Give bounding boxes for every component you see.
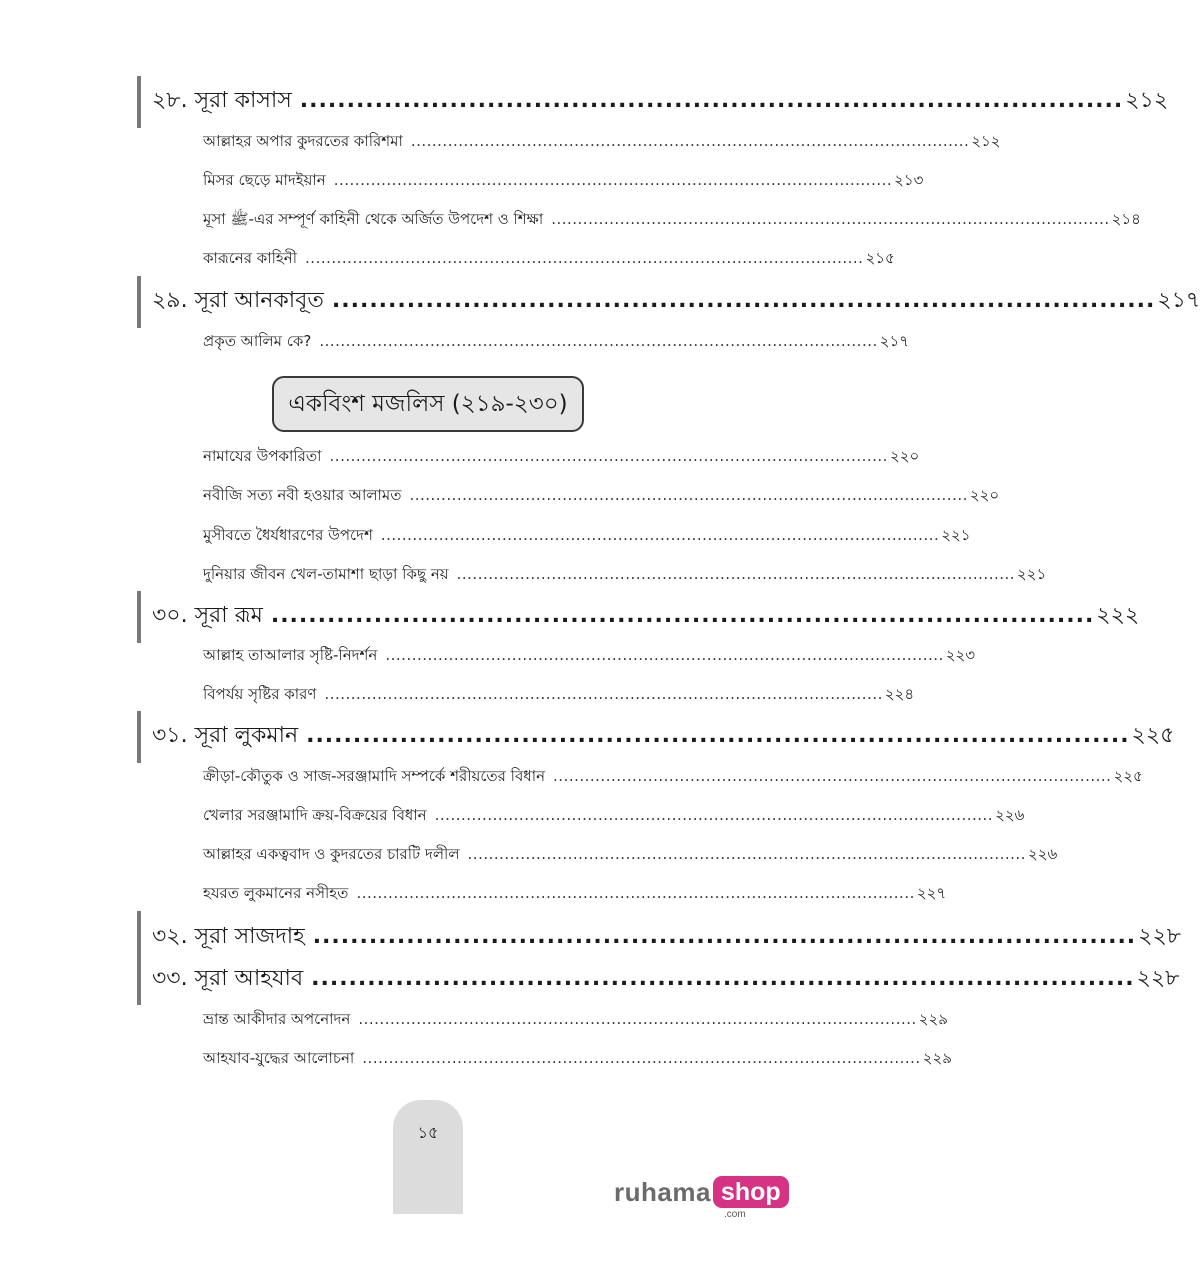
dot-leader: .......................................................................................................... (305, 249, 864, 267)
dot-leader: .......................................................................................................... (456, 565, 1016, 583)
entry-title: দুনিয়ার জীবন খেল-তামাশা ছাড়া কিছু নয় (203, 565, 449, 583)
toc-entry-sub[interactable] (203, 167, 924, 193)
dot-leader: .......................................................................................................... (333, 171, 893, 189)
brand-logo (614, 1176, 789, 1208)
entry-page: ২১৭ (879, 332, 909, 350)
dot-leader: ........................................................................................ (331, 288, 1156, 313)
toc-entry-main[interactable] (152, 920, 1182, 954)
section-bar (137, 76, 141, 128)
toc-entry-sub[interactable] (203, 245, 895, 271)
toc-entry-sub[interactable] (203, 1045, 952, 1071)
dot-leader: .......................................................................................................... (553, 767, 1112, 785)
entry-title: ২৯. সূরা আনকাবূত (152, 288, 324, 313)
entry-title: নবীজি সত্য নবী হওয়ার আলামত (203, 486, 402, 504)
entry-title: কারূনের কাহিনী (203, 249, 298, 267)
dot-leader: .......................................................................................................... (358, 1010, 917, 1028)
dot-leader: .......................................................................................................... (380, 526, 940, 544)
toc-entry-sub[interactable] (203, 763, 1143, 789)
brand-shop: shop (720, 1177, 781, 1206)
entry-title: ৩০. সূরা রূম (152, 603, 263, 628)
entry-page: ২২৯ (922, 1049, 952, 1067)
toc-entry-sub[interactable] (203, 128, 1001, 154)
dot-leader: ........................................................................................ (299, 88, 1124, 113)
dot-leader: .......................................................................................................... (319, 332, 878, 350)
toc-entry-main[interactable] (152, 284, 1200, 318)
dot-leader: ........................................................................................ (312, 924, 1137, 949)
section-heading-text: একবিংশ মজলিস (২১৯-২৩০) (288, 390, 568, 417)
entry-page: ২১২ (971, 132, 1001, 150)
entry-page: ২২১ (1017, 565, 1047, 583)
dot-leader: .......................................................................................................... (324, 685, 883, 703)
toc-entry-sub[interactable] (203, 802, 1025, 828)
entry-page: ২১২ (1125, 88, 1169, 113)
toc-entry-sub[interactable] (203, 841, 1058, 867)
entry-title: ৩১. সূরা লুকমান (152, 723, 299, 748)
entry-title: বিপর্যয় সৃষ্টির কারণ (203, 685, 317, 703)
dot-leader: .......................................................................................................... (385, 646, 944, 664)
toc-entry-sub[interactable] (203, 1006, 949, 1032)
dot-leader: ........................................................................................ (311, 966, 1135, 991)
entry-page: ২২১ (941, 526, 971, 544)
toc-entry-sub[interactable] (203, 522, 971, 548)
entry-title: আহযাব-যুদ্ধের আলোচনা (203, 1049, 355, 1067)
entry-page: ২২৪ (884, 685, 915, 703)
entry-page: ২২৬ (1027, 845, 1058, 863)
entry-page: ২২৫ (1131, 723, 1175, 748)
toc-entry-main[interactable] (152, 84, 1169, 118)
entry-title: ৩২. সূরা সাজদাহ (152, 924, 305, 949)
entry-page: ২২২ (1096, 603, 1140, 628)
entry-title: ভ্রান্ত আকীদার অপনোদন (203, 1010, 351, 1028)
entry-title: ২৮. সূরা কাসাস (152, 88, 292, 113)
toc-entry-sub[interactable] (203, 328, 909, 354)
toc-entry-main[interactable] (152, 599, 1140, 633)
entry-title: হযরত লুকমানের নসীহত (203, 884, 349, 902)
entry-title: মুসীবতে ধৈর্যধারণের উপদেশ (203, 526, 373, 544)
toc-entry-sub[interactable] (203, 206, 1141, 232)
entry-title: প্রকৃত আলিম কে? (203, 332, 312, 350)
entry-title: ৩৩. সূরা আহযাব (152, 966, 304, 991)
entry-title: মিসর ছেড়ে মাদইয়ান (203, 171, 326, 189)
dot-leader: ........................................................................................ (270, 603, 1095, 628)
entry-page: ২২৫ (1113, 767, 1143, 785)
entry-title: মূসা ﷺ-এর সম্পূর্ণ কাহিনী থেকে অর্জিত উপদেশ ও শিক্ষা (203, 210, 544, 228)
entry-title: নামাযের উপকারিতা (203, 447, 322, 465)
toc-entry-sub[interactable] (203, 681, 915, 707)
dot-leader: .......................................................................................................... (434, 806, 994, 824)
entry-page: ২২৮ (1138, 924, 1182, 949)
brand-domain: .com (724, 1209, 746, 1220)
section-bar (137, 276, 141, 328)
brand-name: ruhama (614, 1176, 711, 1207)
dot-leader: .......................................................................................................... (329, 447, 888, 465)
toc-entry-sub[interactable] (203, 561, 1047, 587)
toc-entry-main[interactable] (152, 719, 1175, 753)
section-bar (137, 711, 141, 763)
brand-shop-badge (713, 1176, 789, 1208)
toc-entry-sub[interactable] (203, 880, 947, 906)
entry-title: আল্লাহ তাআলার সৃষ্টি-নিদর্শন (203, 646, 378, 664)
section-bar (137, 591, 141, 643)
entry-page: ২২৯ (918, 1010, 949, 1028)
entry-title: আল্লাহর একত্ববাদ ও কুদরতের চারটি দলীল (203, 845, 460, 863)
entry-page: ২২০ (889, 447, 920, 465)
toc-entry-main[interactable] (152, 962, 1180, 996)
entry-page: ২১৩ (894, 171, 924, 189)
entry-page: ২২৩ (945, 646, 976, 664)
section-bar (137, 911, 141, 1005)
dot-leader: .......................................................................................................... (551, 210, 1110, 228)
entry-page: ২২৭ (916, 884, 947, 902)
dot-leader: .......................................................................................................... (410, 132, 970, 150)
entry-page: ২২৮ (1136, 966, 1180, 991)
toc-entry-sub[interactable] (203, 443, 920, 469)
entry-title: খেলার সরঞ্জামাদি ক্রয়-বিক্রয়ের বিধান (203, 806, 427, 824)
entry-page: ২২৬ (995, 806, 1025, 824)
toc-entry-sub[interactable] (203, 482, 1000, 508)
page-number-tab (393, 1100, 463, 1214)
entry-title: ক্রীড়া-কৌতুক ও সাজ-সরঞ্জামাদি সম্পর্কে শরীয়তের বিধান (203, 767, 546, 785)
dot-leader: .......................................................................................................... (409, 486, 968, 504)
entry-page: ২১৫ (865, 249, 895, 267)
dot-leader: ........................................................................................ (306, 723, 1130, 748)
section-heading (272, 376, 584, 432)
dot-leader: .......................................................................................................... (356, 884, 915, 902)
page-number: ১৫ (417, 1123, 439, 1142)
dot-leader: .......................................................................................................... (467, 845, 1026, 863)
dot-leader: .......................................................................................................... (362, 1049, 921, 1067)
entry-page: ২১৭ (1157, 288, 1200, 313)
entry-page: ২১৪ (1111, 210, 1141, 228)
entry-page: ২২০ (969, 486, 1000, 504)
toc-entry-sub[interactable] (203, 642, 976, 668)
entry-title: আল্লাহর অপার কুদরতের কারিশমা (203, 132, 403, 150)
